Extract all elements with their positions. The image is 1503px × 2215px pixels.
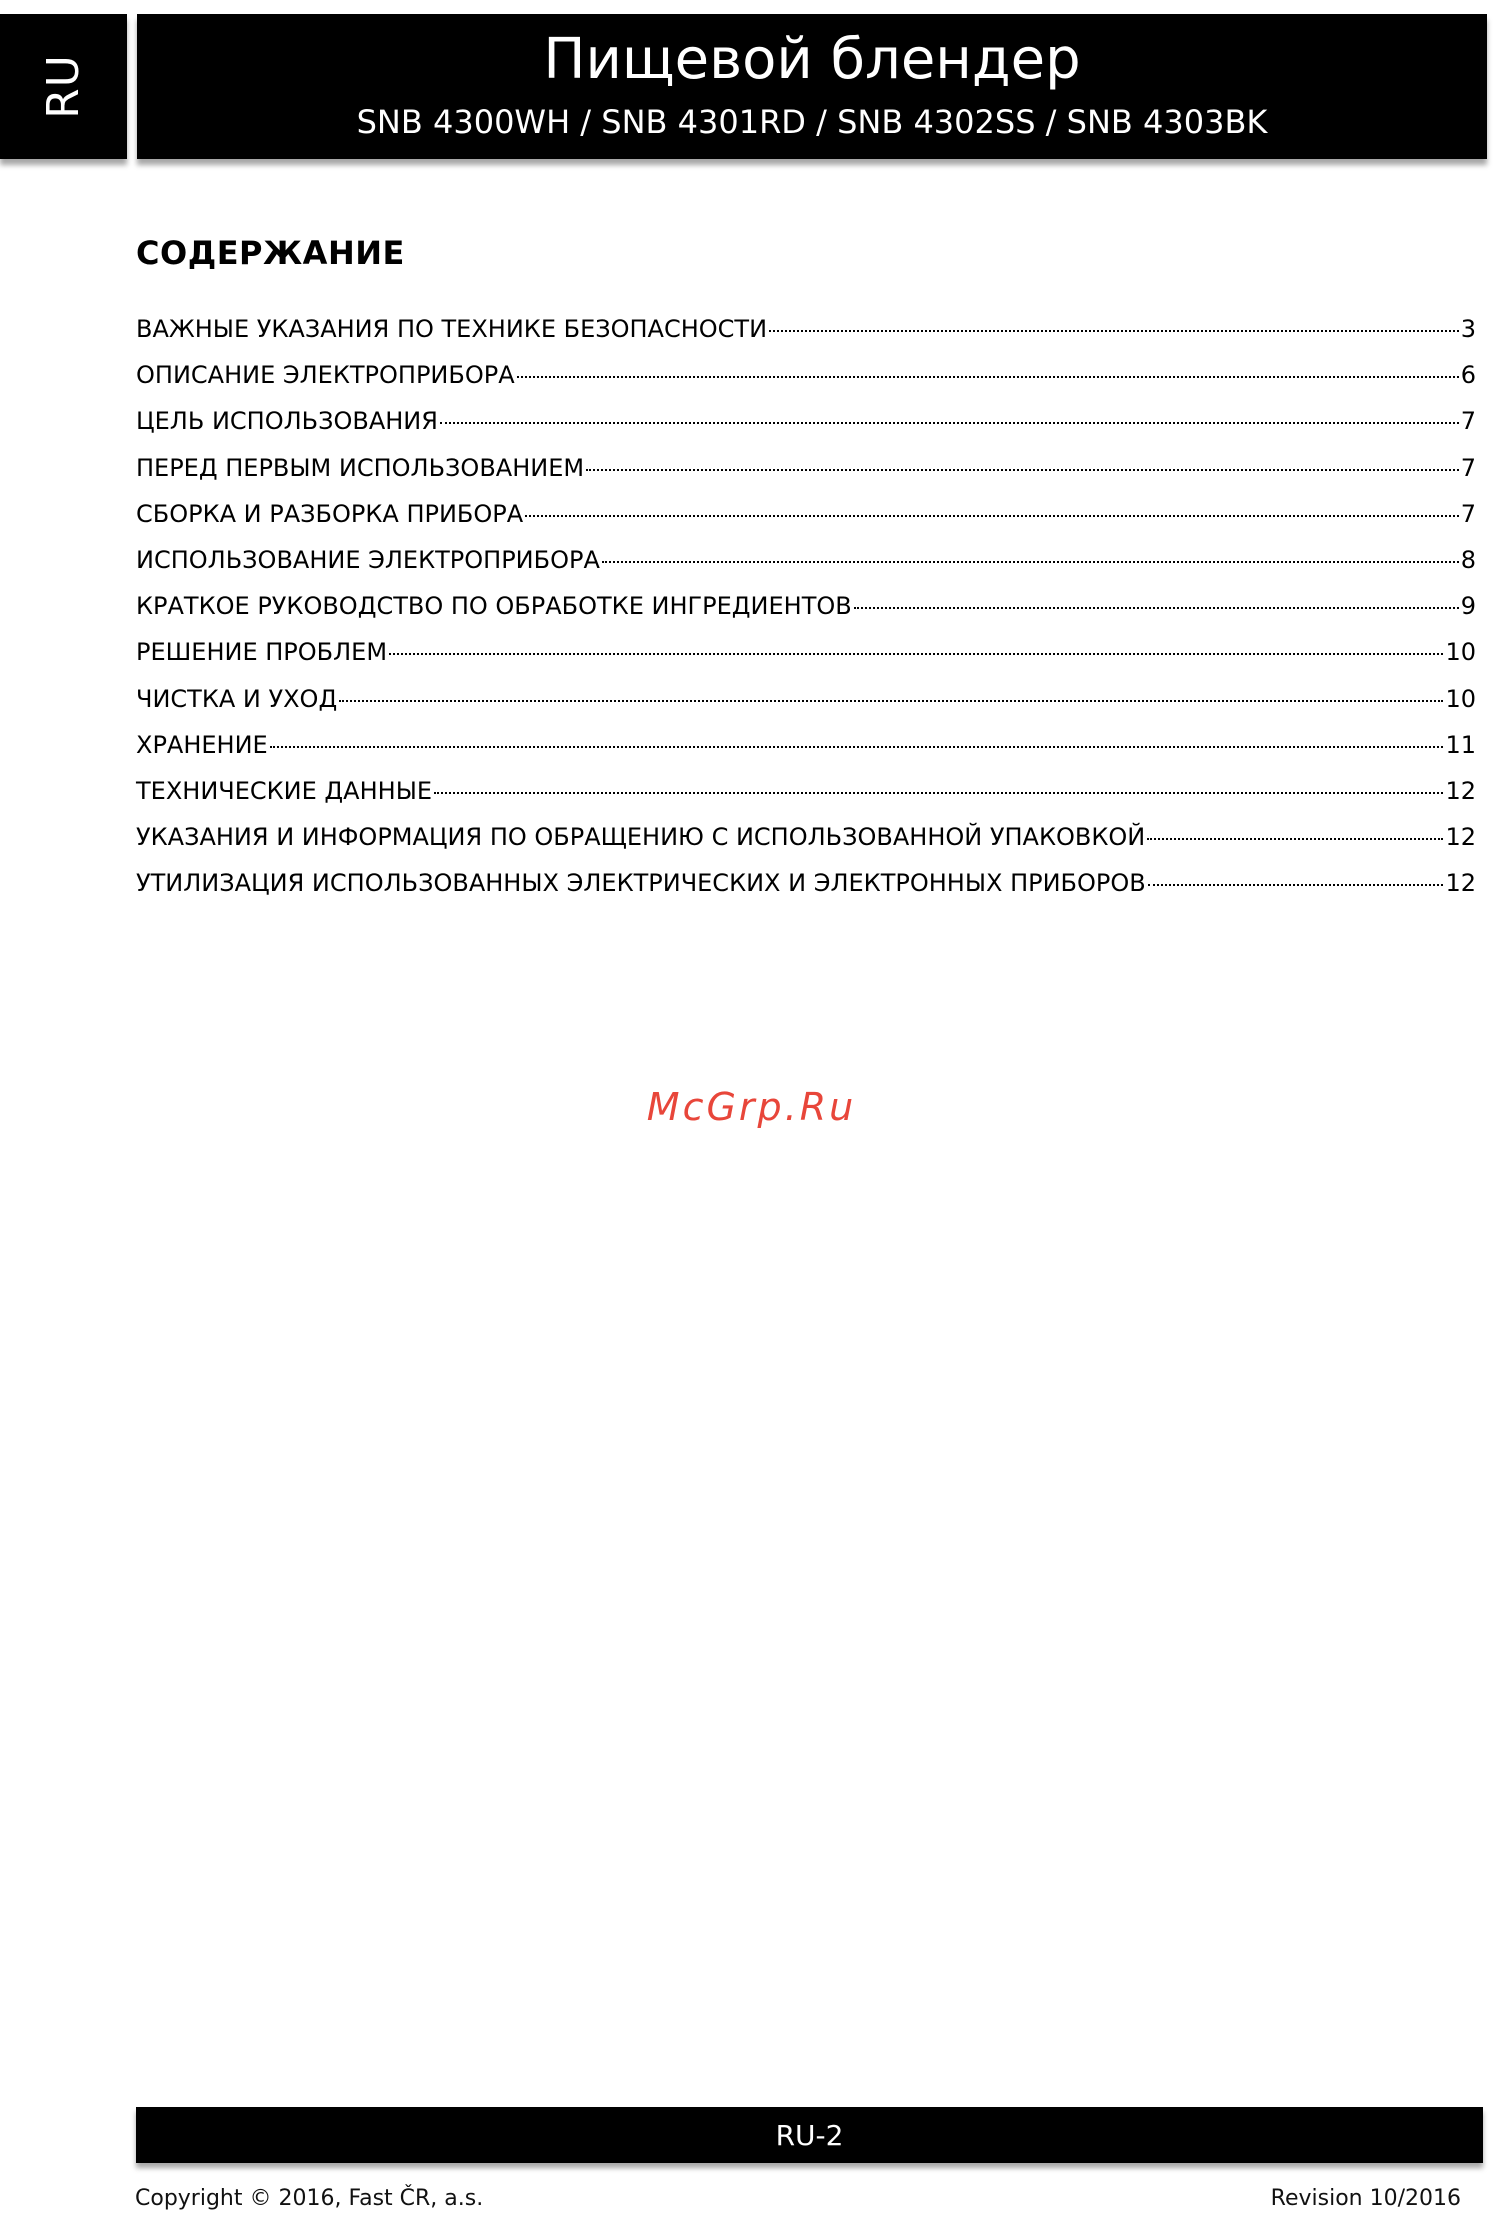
toc-row[interactable] [136, 638, 1476, 684]
toc-page-number: 7 [1460, 407, 1476, 436]
toc-label: ПЕРЕД ПЕРВЫМ ИСПОЛЬЗОВАНИЕМ [136, 453, 585, 482]
table-of-contents [136, 315, 1476, 915]
toc-page-number: 3 [1460, 315, 1476, 343]
toc-label: ХРАНЕНИЕ [136, 730, 268, 759]
toc-page-number: 12 [1445, 869, 1476, 898]
toc-page-number: 7 [1460, 453, 1476, 482]
toc-row[interactable] [136, 685, 1476, 731]
toc-row[interactable] [136, 361, 1476, 407]
toc-row[interactable] [136, 500, 1476, 546]
toc-leader-dots [1148, 884, 1444, 886]
toc-label: ИСПОЛЬЗОВАНИЕ ЭЛЕКТРОПРИБОРА [136, 545, 600, 574]
toc-row[interactable] [136, 823, 1476, 869]
toc-page-number: 11 [1445, 730, 1476, 759]
toc-leader-dots [389, 653, 1443, 655]
toc-page-number: 12 [1445, 776, 1476, 805]
toc-page-number: 10 [1445, 638, 1476, 667]
toc-label: ВАЖНЫЕ УКАЗАНИЯ ПО ТЕХНИКЕ БЕЗОПАСНОСТИ [136, 315, 768, 343]
language-tab [0, 14, 127, 159]
toc-leader-dots [854, 607, 1459, 609]
language-code: RU [38, 54, 89, 119]
toc-row[interactable] [136, 731, 1476, 777]
toc-page-number: 9 [1460, 592, 1476, 621]
toc-row[interactable] [136, 869, 1476, 915]
model-numbers: SNB 4300WH / SNB 4301RD / SNB 4302SS / SNB 4303BK [356, 103, 1268, 141]
toc-row[interactable] [136, 592, 1476, 638]
toc-label: УТИЛИЗАЦИЯ ИСПОЛЬЗОВАННЫХ ЭЛЕКТРИЧЕСКИХ И ЭЛЕКТРОННЫХ ПРИБОРОВ [136, 869, 1146, 898]
toc-label: ЧИСТКА И УХОД [136, 684, 338, 713]
toc-leader-dots [586, 469, 1459, 471]
toc-page-number: 10 [1445, 684, 1476, 713]
toc-label: СБОРКА И РАЗБОРКА ПРИБОРА [136, 499, 524, 528]
watermark: McGrp.Ru [646, 1085, 857, 1129]
footer-bar [136, 2107, 1483, 2163]
toc-page-number: 7 [1460, 499, 1476, 528]
toc-leader-dots [525, 515, 1459, 517]
toc-row[interactable] [136, 407, 1476, 453]
toc-leader-dots [434, 792, 1443, 794]
toc-row[interactable] [136, 315, 1476, 361]
toc-page-number: 12 [1445, 823, 1476, 852]
toc-row[interactable] [136, 454, 1476, 500]
toc-label: УКАЗАНИЯ И ИНФОРМАЦИЯ ПО ОБРАЩЕНИЮ С ИСПОЛЬЗОВАННОЙ УПАКОВКОЙ [136, 823, 1146, 852]
toc-leader-dots [1147, 838, 1443, 840]
toc-page-number: 8 [1460, 545, 1476, 574]
toc-leader-dots [440, 422, 1459, 424]
revision-label: Revision 10/2016 [1270, 2186, 1461, 2211]
toc-leader-dots [339, 700, 1443, 702]
toc-leader-dots [602, 561, 1459, 563]
copyright-notice: Copyright © 2016, Fast ČR, a.s. [135, 2186, 484, 2211]
toc-heading: СОДЕРЖАНИЕ [136, 234, 405, 272]
toc-row[interactable] [136, 777, 1476, 823]
header-bar [137, 14, 1487, 159]
toc-label: ЦЕЛЬ ИСПОЛЬЗОВАНИЯ [136, 407, 438, 436]
page-title: Пищевой блендер [543, 27, 1081, 92]
page-number: RU-2 [775, 2118, 844, 2152]
toc-label: РЕШЕНИЕ ПРОБЛЕМ [136, 638, 388, 667]
toc-leader-dots [270, 746, 1444, 748]
toc-leader-dots [517, 376, 1459, 378]
toc-leader-dots [769, 330, 1459, 332]
toc-label: ОПИСАНИЕ ЭЛЕКТРОПРИБОРА [136, 361, 515, 390]
toc-label: КРАТКОЕ РУКОВОДСТВО ПО ОБРАБОТКЕ ИНГРЕДИЕНТОВ [136, 592, 852, 621]
toc-page-number: 6 [1460, 361, 1476, 390]
toc-label: ТЕХНИЧЕСКИЕ ДАННЫЕ [136, 776, 433, 805]
toc-row[interactable] [136, 546, 1476, 592]
